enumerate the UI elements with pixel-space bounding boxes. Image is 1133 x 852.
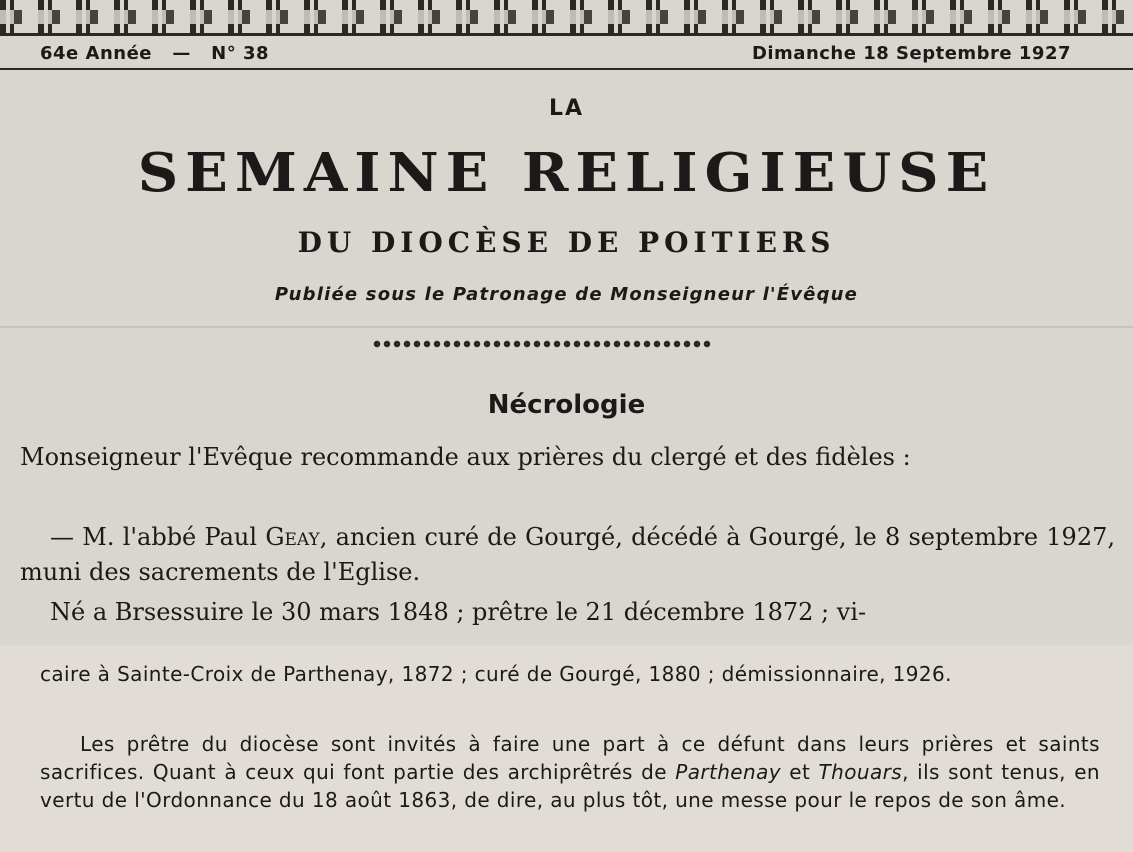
paragraph-intro: Monseigneur l'Evêque recommande aux prières du clergé et des fidèles :	[20, 443, 911, 471]
deceased-surname: Geay	[265, 523, 320, 551]
ornamental-border	[0, 0, 1133, 36]
patronage-line: Publiée sous le Patronage de Monseigneur l'Évêque	[274, 284, 859, 305]
decorative-dot-rule	[372, 338, 712, 350]
deceased-details: , ancien curé de Gourgé, décédé à Gourgé, le 8 septembre 1927, muni des sacrements de l'Eglise.	[20, 523, 1115, 586]
paragraph-biography-start: Né a Brsessuire le 30 mars 1848 ; prêtre le 21 décembre 1872 ; vi-	[50, 598, 867, 626]
title-article: LA	[548, 96, 585, 121]
paragraph-biography-end: caire à Sainte-Croix de Parthenay, 1872 ; curé de Gourgé, 1880 ; démissionnaire, 1926.	[40, 662, 952, 686]
issue-info	[40, 43, 269, 64]
issue-date: Dimanche 18 Septembre 1927	[751, 42, 1071, 64]
instructions-part-c: , ils sont tenus, en vertu de l'Ordonnance du 18 août 1863, de dire, au plus tôt, une messe pour le repos de son âme.	[40, 760, 1100, 812]
issue-number: N° 38	[211, 42, 270, 64]
paragraph-deceased	[20, 520, 1115, 590]
section-heading: Nécrologie	[487, 390, 646, 420]
masthead-rule	[0, 68, 1133, 70]
fold-divider	[0, 326, 1133, 328]
publication-subtitle: DU DIOCÈSE DE POITIERS	[297, 226, 836, 259]
place-thouars: Thouars	[818, 760, 903, 784]
instructions-part-a: Les prêtre du diocèse sont invités à faire une part à ce défunt dans leurs prières et saints sacrifices. Quant à ceux qui font partie des archiprêtrés de	[40, 732, 1100, 784]
place-parthenay: Parthenay	[675, 760, 781, 784]
instructions-part-b: et	[780, 760, 819, 784]
year-issue: 64e Année	[40, 42, 152, 64]
publication-title: SEMAINE RELIGIEUSE	[137, 141, 996, 205]
masthead-line	[40, 40, 1071, 66]
issue-dash: —	[172, 42, 191, 64]
deceased-lead: — M. l'abbé Paul	[50, 523, 266, 551]
paragraph-instructions	[40, 730, 1100, 814]
